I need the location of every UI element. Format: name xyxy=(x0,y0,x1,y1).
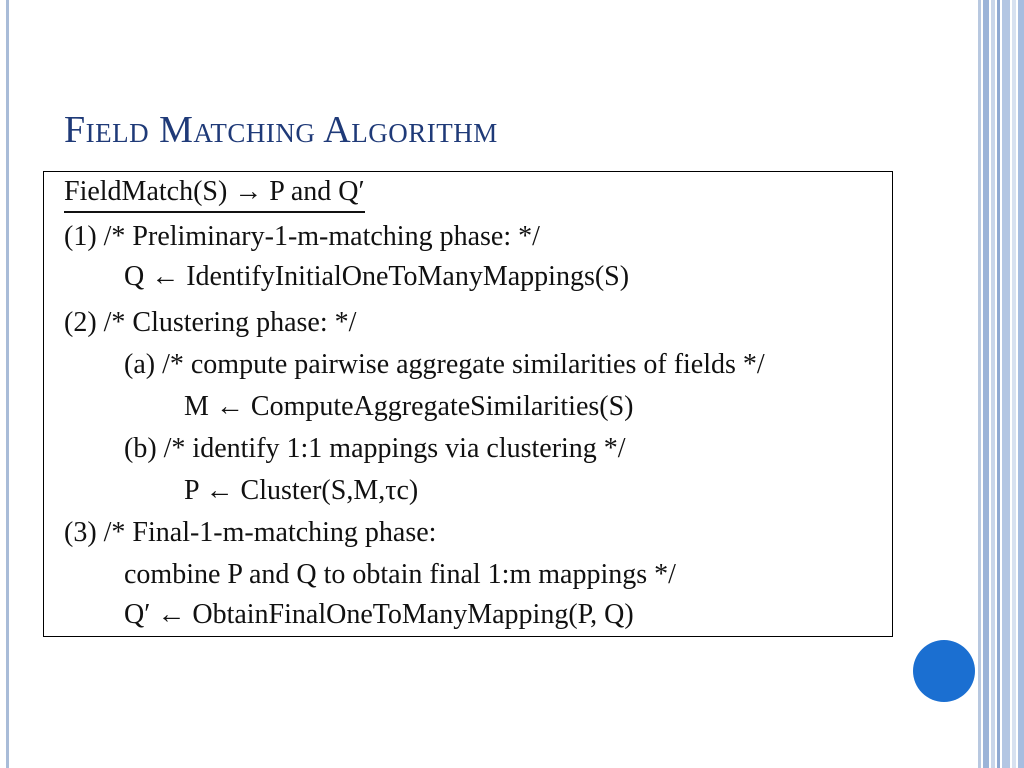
algorithm-line-9: combine P and Q to obtain final 1:m mappings */ xyxy=(124,559,676,590)
frame-stripe xyxy=(1018,0,1024,768)
algorithm-line-5: M ← ComputeAggregateSimilarities(S) xyxy=(184,391,634,422)
right-frame-stripes xyxy=(978,0,1024,768)
algorithm-box xyxy=(43,171,893,637)
algorithm-line-6: (b) /* identify 1:1 mappings via clustering */ xyxy=(124,433,626,464)
algorithm-line-10: Q′ ← ObtainFinalOneToManyMapping(P, Q) xyxy=(124,599,634,630)
frame-stripe xyxy=(997,0,1000,768)
frame-stripe xyxy=(1002,0,1010,768)
algorithm-line-2: Q ← IdentifyInitialOneToManyMappings(S) xyxy=(124,261,630,292)
frame-stripe xyxy=(991,0,995,768)
algorithm-line-8: (3) /* Final-1-m-matching phase: xyxy=(64,517,437,548)
left-frame-rule xyxy=(6,0,9,768)
algorithm-line-3: (2) /* Clustering phase: */ xyxy=(64,307,357,338)
algorithm-line-7: P ← Cluster(S,M,τc) xyxy=(184,475,419,506)
frame-stripe xyxy=(1012,0,1016,768)
algorithm-line-1: (1) /* Preliminary-1-m-matching phase: */ xyxy=(64,221,540,252)
slide-title: Field Matching Algorithm xyxy=(64,109,498,151)
frame-stripe xyxy=(983,0,989,768)
frame-stripe xyxy=(978,0,981,768)
algorithm-header: FieldMatch(S) → P and Q′ xyxy=(64,175,365,213)
slide-nav-circle-button[interactable] xyxy=(913,640,975,702)
algorithm-line-4: (a) /* compute pairwise aggregate similarities of fields */ xyxy=(124,349,765,380)
